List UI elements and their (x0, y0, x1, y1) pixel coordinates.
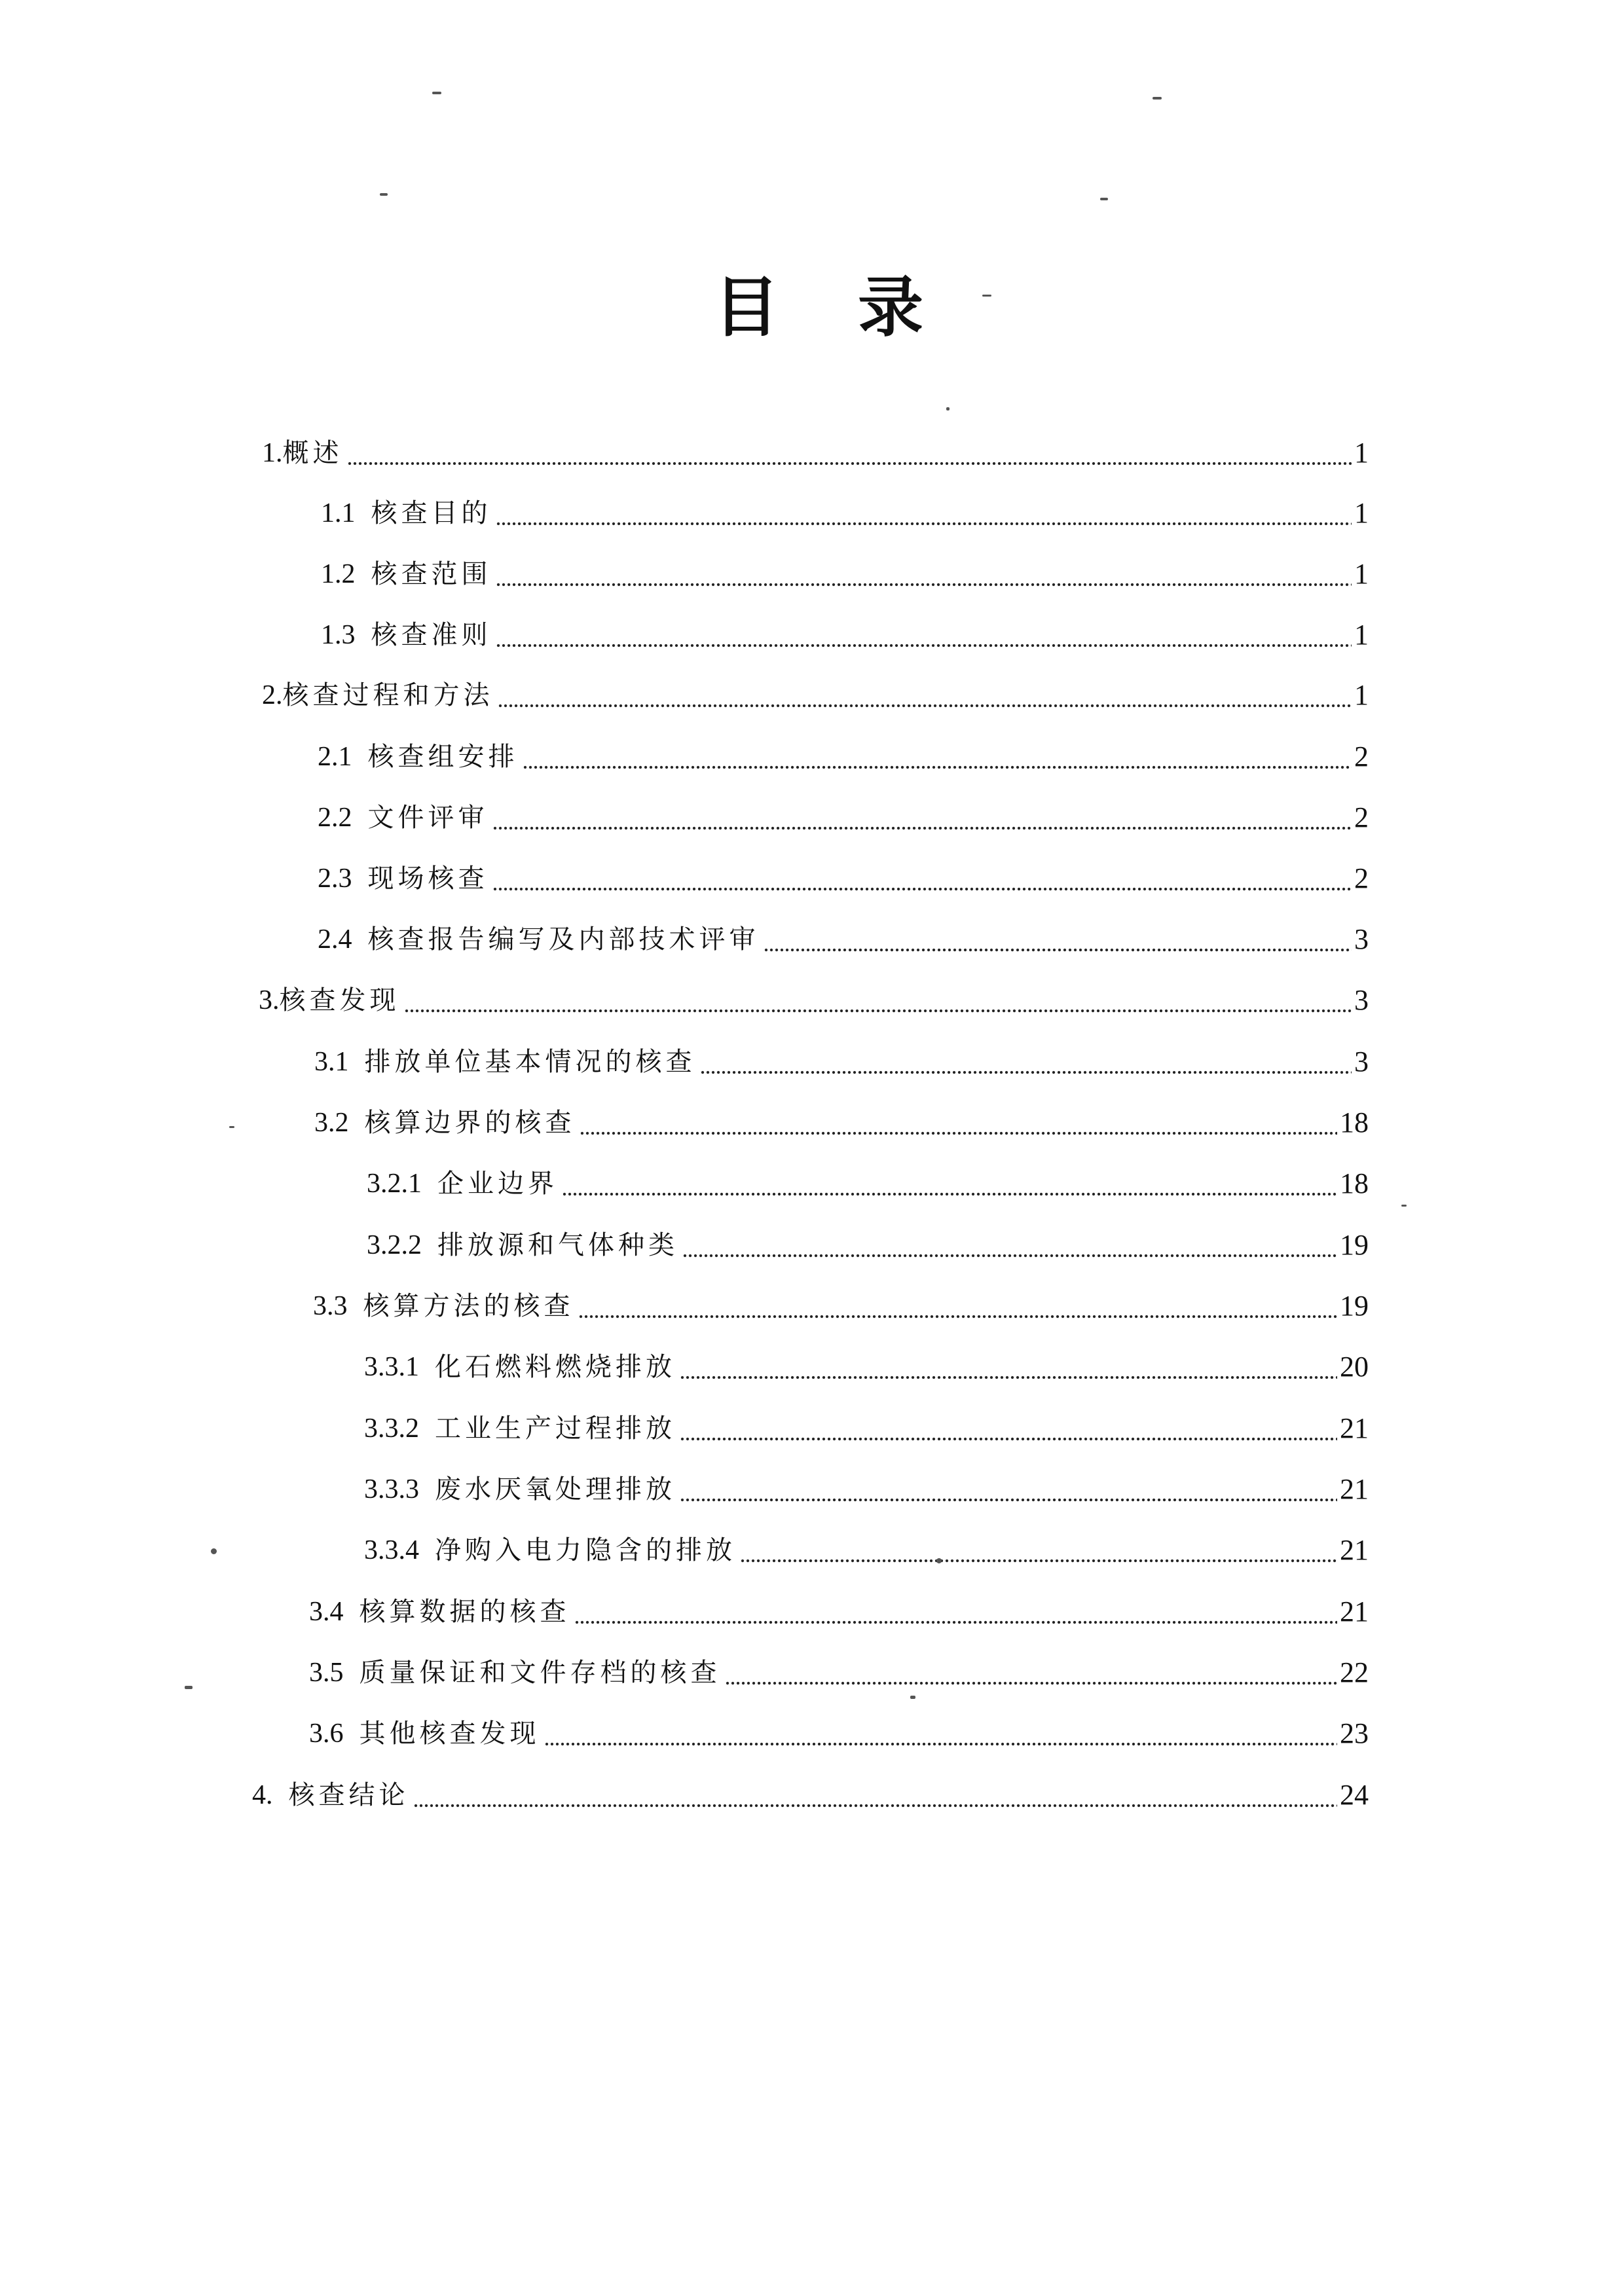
dot-leader (496, 614, 1352, 656)
toc-entry-page: 21 (1340, 1412, 1369, 1444)
scan-speck (982, 295, 991, 297)
toc-entry-label: 排放源和气体种类 (437, 1230, 678, 1260)
toc-entry[interactable] (318, 797, 1369, 839)
toc-entry[interactable] (364, 1408, 1369, 1449)
toc-entry[interactable] (318, 919, 1369, 960)
page-title (714, 262, 923, 354)
toc-entry-label: 排放单位基本情况的核查 (364, 1047, 696, 1077)
toc-entry-number: 3.3.4 (364, 1535, 419, 1565)
dot-leader (492, 858, 1352, 900)
dot-leader (680, 1346, 1337, 1388)
toc-entry[interactable] (367, 1163, 1369, 1205)
toc-entry[interactable] (262, 674, 1369, 716)
toc-entry-label: 概述 (282, 438, 343, 468)
toc-entry[interactable] (309, 1652, 1369, 1694)
toc-entry-number: 2.4 (318, 924, 352, 955)
toc-entry[interactable] (259, 979, 1369, 1021)
toc-entry[interactable] (318, 736, 1369, 778)
toc-entry[interactable] (321, 492, 1369, 534)
toc-entry-label: 其他核查发现 (359, 1719, 540, 1749)
toc-entry-page: 21 (1340, 1473, 1369, 1505)
toc-entry-page: 1 (1354, 437, 1369, 469)
scan-speck (1401, 1205, 1407, 1207)
scan-speck (910, 1696, 915, 1699)
dot-leader (680, 1408, 1337, 1449)
scan-speck (936, 1558, 942, 1563)
toc-entry-number: 2.1 (318, 742, 352, 772)
dot-leader (347, 432, 1352, 474)
scan-speck (380, 193, 388, 196)
toc-entry-label: 核查发现 (279, 985, 400, 1015)
dot-leader (492, 797, 1352, 839)
toc-entry-number: 3.3.1 (364, 1352, 419, 1382)
scan-speck (211, 1548, 217, 1554)
toc-entry-page: 1 (1354, 679, 1369, 711)
toc-entry[interactable] (364, 1468, 1369, 1510)
toc-entry[interactable] (314, 1041, 1369, 1083)
toc-entry-label: 核查结论 (288, 1780, 409, 1810)
toc-entry-number: 3.2 (314, 1108, 349, 1138)
toc-entry[interactable] (314, 1102, 1369, 1144)
toc-entry-page: 3 (1354, 1046, 1369, 1078)
toc-entry-label: 工业生产过程排放 (435, 1413, 676, 1444)
toc-entry-number: 3.1 (314, 1047, 349, 1077)
toc-entry-page: 3 (1354, 923, 1369, 955)
dot-leader (404, 979, 1352, 1021)
toc-entry-number: 4. (252, 1780, 273, 1810)
dot-leader (580, 1102, 1338, 1144)
toc-entry-number: 2. (262, 680, 283, 710)
toc-entry-number: 2.3 (318, 864, 352, 894)
scan-speck (946, 407, 950, 410)
toc-entry[interactable] (318, 858, 1369, 900)
toc-entry-label: 核查准则 (371, 620, 492, 650)
toc-entry-page: 18 (1340, 1167, 1369, 1199)
toc-entry-page: 19 (1340, 1290, 1369, 1322)
toc-entry-page: 2 (1354, 740, 1369, 773)
toc-entry-label: 核查报告编写及内部技术评审 (367, 924, 760, 955)
toc-entry-number: 3.2.2 (367, 1230, 422, 1260)
toc-entry-number: 1.1 (321, 498, 356, 528)
toc-entry-label: 核算数据的核查 (359, 1597, 570, 1627)
dot-leader (578, 1285, 1338, 1327)
toc-entry-number: 3.2.1 (367, 1169, 422, 1199)
dot-leader (523, 736, 1352, 778)
toc-entry-number: 2.2 (318, 803, 352, 833)
toc-entry-number: 3.3.3 (364, 1474, 419, 1504)
toc-entry-number: 3. (259, 985, 280, 1015)
dot-leader (498, 674, 1352, 716)
toc-entry-page: 2 (1354, 862, 1369, 894)
toc-entry-page: 23 (1340, 1717, 1369, 1749)
title-char-1: 目 (714, 269, 779, 346)
title-char-2: 录 (858, 269, 923, 346)
toc-entry[interactable] (321, 553, 1369, 595)
toc-entry[interactable] (309, 1713, 1369, 1755)
dot-leader (544, 1713, 1338, 1755)
toc-entry-number: 1.3 (321, 620, 356, 650)
toc-entry[interactable] (313, 1285, 1369, 1327)
toc-entry[interactable] (367, 1224, 1369, 1266)
toc-entry-page: 1 (1354, 619, 1369, 651)
dot-leader (764, 919, 1352, 960)
toc-entry-label: 企业边界 (437, 1169, 558, 1199)
toc-entry-page: 24 (1340, 1779, 1369, 1811)
toc-entry-label: 净购入电力隐含的排放 (435, 1535, 736, 1565)
toc-entry-number: 1.2 (321, 559, 356, 589)
toc-entry[interactable] (364, 1346, 1369, 1388)
toc-entry-page: 1 (1354, 497, 1369, 529)
dot-leader (680, 1468, 1337, 1510)
toc-entry-label: 核算边界的核查 (364, 1108, 576, 1138)
toc-entry-number: 3.4 (309, 1597, 344, 1627)
toc-entry-page: 20 (1340, 1351, 1369, 1383)
toc-entry-label: 核查目的 (371, 498, 492, 528)
toc-entry-page: 1 (1354, 558, 1369, 590)
toc-entry-page: 21 (1340, 1534, 1369, 1566)
toc-entry-number: 3.3 (313, 1291, 348, 1321)
scan-speck (229, 1126, 234, 1128)
dot-leader (574, 1591, 1338, 1633)
toc-entry[interactable] (309, 1591, 1369, 1633)
dot-leader (700, 1041, 1352, 1083)
toc-entry-label: 核算方法的核查 (363, 1291, 574, 1321)
scan-speck (185, 1686, 193, 1689)
toc-entry-page: 2 (1354, 801, 1369, 833)
toc-entry-label: 化石燃料燃烧排放 (435, 1352, 676, 1382)
toc-entry-label: 核查组安排 (367, 742, 519, 772)
toc-entry-page: 22 (1340, 1656, 1369, 1688)
toc-entry-number: 3.5 (309, 1658, 344, 1688)
toc-entry-label: 质量保证和文件存档的核查 (359, 1658, 721, 1688)
toc-entry-label: 现场核查 (367, 864, 489, 894)
toc-entry-number: 1. (262, 438, 283, 468)
toc-entry[interactable] (364, 1529, 1369, 1571)
toc-entry-page: 18 (1340, 1106, 1369, 1139)
dot-leader (562, 1163, 1337, 1205)
toc-entry-page: 21 (1340, 1595, 1369, 1628)
scan-speck (1153, 97, 1162, 100)
toc-entry[interactable] (321, 614, 1369, 656)
scan-speck (1100, 198, 1108, 200)
scan-speck (432, 92, 441, 94)
toc-entry-label: 文件评审 (367, 803, 489, 833)
dot-leader (740, 1529, 1337, 1571)
toc-entry[interactable] (262, 432, 1369, 474)
dot-leader (725, 1652, 1338, 1694)
toc-entry-page: 3 (1354, 984, 1369, 1016)
dot-leader (496, 492, 1352, 534)
toc-entry-label: 核查范围 (371, 559, 492, 589)
toc-entry-label: 废水厌氧处理排放 (435, 1474, 676, 1504)
toc-entry-number: 3.3.2 (364, 1413, 419, 1444)
dot-leader (413, 1774, 1338, 1816)
toc-entry-page: 19 (1340, 1229, 1369, 1261)
toc-entry-number: 3.6 (309, 1719, 344, 1749)
dot-leader (682, 1224, 1337, 1266)
toc-entry[interactable] (252, 1774, 1369, 1816)
toc-entry-label: 核查过程和方法 (282, 680, 494, 710)
dot-leader (496, 553, 1352, 595)
